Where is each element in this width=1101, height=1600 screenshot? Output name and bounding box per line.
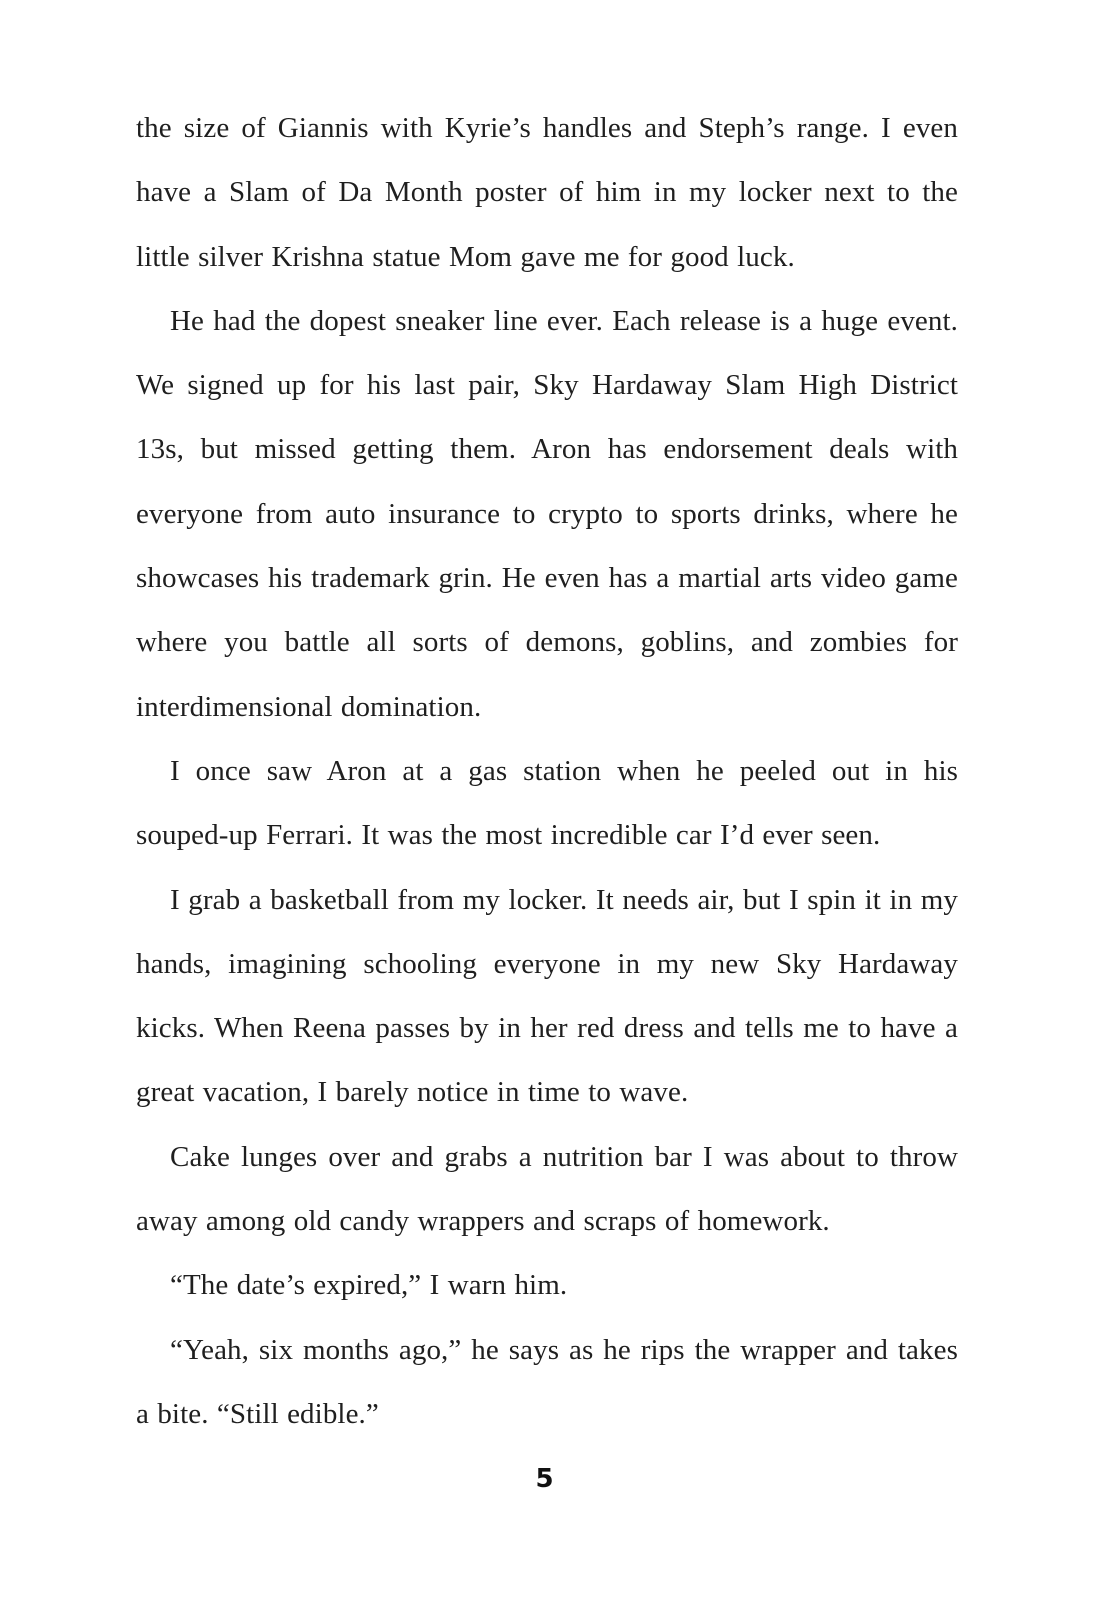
- paragraph-still-edible: “Yeah, six months ago,” he says as he rips the wrapper and takes a bite. “Still edible.”: [136, 1333, 958, 1430]
- paragraph-basketball: I grab a basketball from my locker. It needs air, but I spin it in my hands, imagining schooling everyone in my new Sky Hardaway kicks. When Reena passes by in her red dress and tells me to have a great vacation, I barely notice in time to wave.: [136, 883, 958, 1109]
- page-text: [136, 96, 958, 1446]
- paragraph-continuation: the size of Giannis with Kyrie’s handles and Steph’s range. I even have a Slam of Da Month poster of him in my locker next to the little silver Krishna statue Mom gave me for good luck.: [136, 112, 958, 273]
- paragraph-gas-station: I once saw Aron at a gas station when he peeled out in his souped-up Ferrari. It was the most incredible car I’d ever seen.: [136, 754, 958, 852]
- paragraph-nutrition-bar: Cake lunges over and grabs a nutrition bar I was about to throw away among old candy wrappers and scraps of homework.: [136, 1140, 958, 1238]
- paragraph-sneaker-line: He had the dopest sneaker line ever. Each release is a huge event. We signed up for his last pair, Sky Hardaway Slam High District 13s, but missed getting them. Aron has endorsement deals with everyone from auto insurance to crypto to sports drinks, where he showcases his trademark grin. He even has a martial arts video game where you battle all sorts of demons, goblins, and zombies for interdimensional domination.: [136, 304, 958, 723]
- paragraph-date-expired: “The date’s expired,” I warn him.: [170, 1269, 568, 1302]
- page-number: 5: [535, 1464, 555, 1494]
